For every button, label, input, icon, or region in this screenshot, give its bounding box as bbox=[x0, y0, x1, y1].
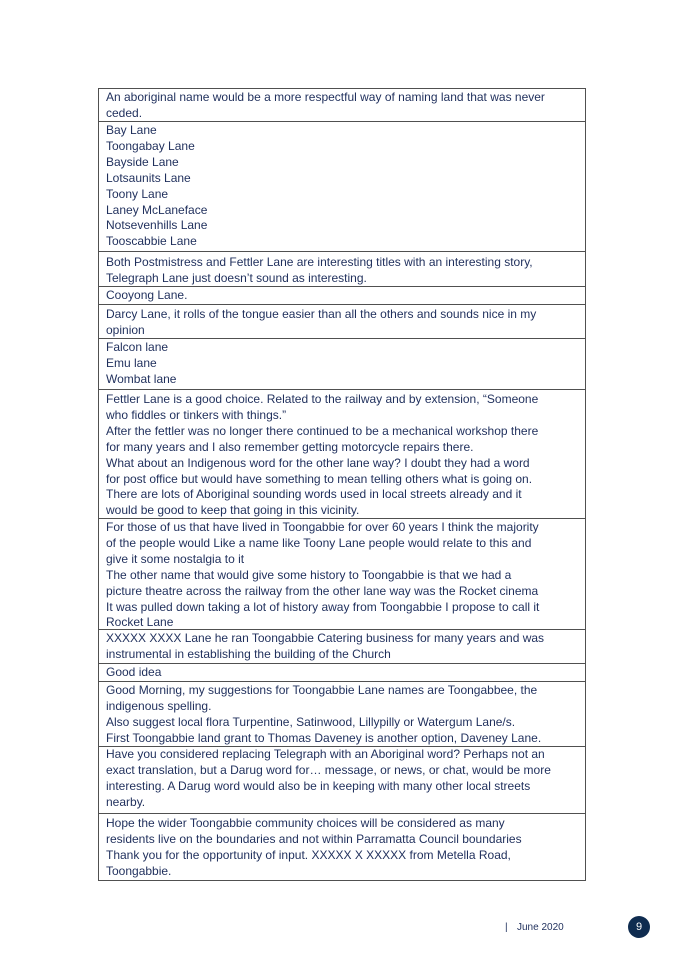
comment-line: for post office but would have something to mean telling others what is going on. bbox=[106, 471, 533, 486]
comment-line: for many years and I also remember getting motorcycle repairs there. bbox=[106, 439, 474, 454]
comment-line: After the fettler was no longer there continued to be a mechanical workshop there bbox=[106, 423, 539, 438]
comment-line: Lotsaunits Lane bbox=[106, 170, 191, 185]
comment-line: Thank you for the opportunity of input. XXXXX X XXXXX from Metella Road, bbox=[106, 847, 511, 862]
comment-line: ceded. bbox=[106, 105, 143, 120]
comment-line: give it some nostalgia to it bbox=[106, 551, 245, 566]
comment-line: Tooscabbie Lane bbox=[106, 234, 197, 249]
footer-date: June 2020 bbox=[517, 922, 564, 933]
comment-line: of the people would Like a name like Toony Lane people would relate to this and bbox=[106, 535, 532, 550]
comment-row bbox=[98, 339, 586, 390]
comment-line: Have you considered replacing Telegraph with an Aboriginal word? Perhaps not an bbox=[106, 747, 545, 761]
comment-line: interesting. A Darug word would also be in keeping with many other local streets bbox=[106, 778, 531, 793]
comment-line: Cooyong Lane. bbox=[106, 288, 188, 302]
comment-line: Good Morning, my suggestions for Toongabbie Lane names are Toongabbee, the bbox=[106, 683, 538, 697]
comment-row bbox=[98, 252, 586, 287]
comment-line: who fiddles or tinkers with things.” bbox=[106, 407, 287, 422]
comment-line: Darcy Lane, it rolls of the tongue easier than all the others and sounds nice in my bbox=[106, 307, 537, 321]
comment-line: Toony Lane bbox=[106, 186, 169, 201]
comment-line: For those of us that have lived in Toongabbie for over 60 years I think the majority bbox=[106, 520, 539, 534]
comment-line: would be good to keep that going in this vicinity. bbox=[106, 503, 360, 518]
comment-line: Good idea bbox=[106, 665, 162, 679]
comment-row bbox=[98, 814, 586, 881]
comments-table bbox=[98, 88, 586, 881]
comment-row bbox=[98, 519, 586, 630]
comment-line: Hope the wider Toongabbie community choices will be considered as many bbox=[106, 816, 505, 830]
comment-line: Both Postmistress and Fettler Lane are interesting titles with an interesting story, bbox=[106, 255, 533, 269]
comment-line: Fettler Lane is a good choice. Related to the railway and by extension, “Someone bbox=[106, 392, 539, 406]
comment-row bbox=[98, 390, 586, 519]
comment-line: exact translation, but a Darug word for… message, or news, or chat, would be more bbox=[106, 762, 551, 777]
comment-row bbox=[98, 747, 586, 814]
footer-separator: | bbox=[505, 922, 508, 933]
comment-line: What about an Indigenous word for the other lane way? I doubt they had a word bbox=[106, 455, 530, 470]
comment-row bbox=[98, 89, 586, 122]
comment-row bbox=[98, 664, 586, 682]
comment-line: Toongabay Lane bbox=[106, 138, 195, 153]
comment-line: picture theatre across the railway from the other lane way was the Rocket cinema bbox=[106, 583, 539, 598]
comment-line: It was pulled down taking a lot of history away from Toongabbie I propose to call it bbox=[106, 599, 540, 614]
page-number-badge: 9 bbox=[628, 916, 650, 938]
comment-line: Emu lane bbox=[106, 355, 157, 370]
comment-line: There are lots of Aboriginal sounding words used in local streets already and it bbox=[106, 487, 522, 502]
comment-line: Also suggest local flora Turpentine, Satinwood, Lillypilly or Watergum Lane/s. bbox=[106, 714, 516, 729]
comment-row bbox=[98, 287, 586, 305]
comment-line: The other name that would give some history to Toongabbie is that we had a bbox=[106, 567, 512, 582]
comment-line: Bayside Lane bbox=[106, 154, 179, 169]
comment-line: Bay Lane bbox=[106, 123, 157, 137]
comment-line: Rocket Lane bbox=[106, 615, 174, 630]
comment-line: residents live on the boundaries and not within Parramatta Council boundaries bbox=[106, 831, 522, 846]
comment-row bbox=[98, 682, 586, 747]
comment-line: nearby. bbox=[106, 794, 146, 809]
comment-line: indigenous spelling. bbox=[106, 698, 212, 713]
comment-line: instrumental in establishing the building of the Church bbox=[106, 646, 391, 661]
comment-line: Toongabbie. bbox=[106, 863, 172, 878]
comment-line: opinion bbox=[106, 322, 145, 337]
comment-line: Wombat lane bbox=[106, 371, 177, 386]
comment-row bbox=[98, 630, 586, 664]
comment-line: XXXXX XXXX Lane he ran Toongabbie Catering business for many years and was bbox=[106, 631, 545, 645]
comment-row bbox=[98, 122, 586, 252]
comment-line: Telegraph Lane just doesn’t sound as interesting. bbox=[106, 270, 367, 285]
comment-row bbox=[98, 305, 586, 339]
comment-line: Notsevenhills Lane bbox=[106, 218, 208, 233]
comment-line: An aboriginal name would be a more respectful way of naming land that was never bbox=[106, 90, 545, 104]
comment-line: Laney McLaneface bbox=[106, 202, 208, 217]
comment-line: Falcon lane bbox=[106, 340, 169, 354]
comment-line: First Toongabbie land grant to Thomas Daveney is another option, Daveney Lane. bbox=[106, 730, 542, 745]
